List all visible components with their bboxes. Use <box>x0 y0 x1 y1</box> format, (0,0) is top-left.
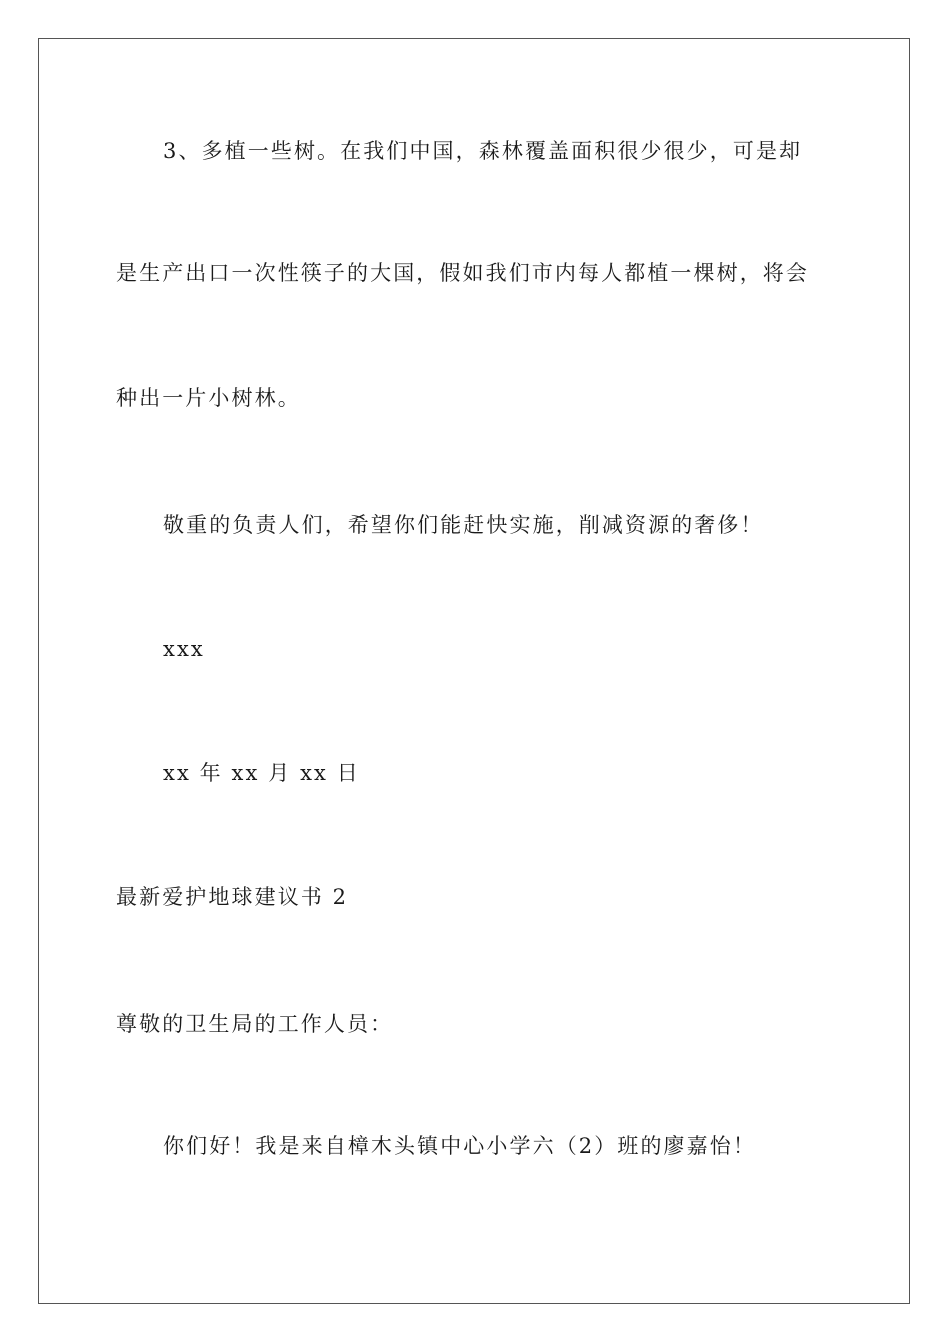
closing-appeal: 敬重的负责人们，希望你们能赶快实施，削减资源的奢侈！ <box>163 513 764 537</box>
paragraph-point-3-line-2: 是生产出口一次性筷子的大国，假如我们市内每人都植一棵树，将会 <box>116 261 809 285</box>
paragraph-point-3-line-1: 3、多植一些树。在我们中国，森林覆盖面积很少很少，可是却 <box>163 139 803 163</box>
letter-salutation: 尊敬的卫生局的工作人员： <box>116 1012 394 1036</box>
section-heading: 最新爱护地球建议书 2 <box>116 885 349 909</box>
paragraph-point-3-line-3: 种出一片小树林。 <box>116 386 301 410</box>
signature-name: xxx <box>163 637 205 661</box>
page-border <box>38 38 910 1304</box>
signature-date: xx 年 xx 月 xx 日 <box>163 761 360 785</box>
letter-opening: 你们好！我是来自樟木头镇中心小学六（2）班的廖嘉怡！ <box>163 1134 756 1158</box>
